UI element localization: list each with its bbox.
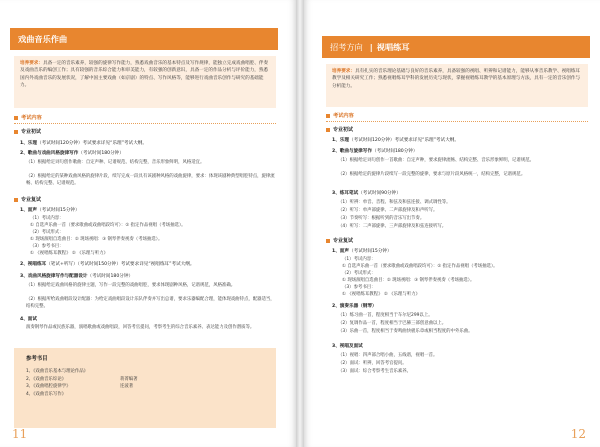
exam-subitem: ① 现场演唱自选曲目：② 现场视唱：③ 钢琴伴奏视奏（考场抽选）。 bbox=[342, 278, 475, 283]
exam-subitem: （1）听辨：单音、音程、和弦及和弦连接、调式调性等。 bbox=[338, 200, 451, 205]
exam-item: 2、演奏乐器（钢琴） bbox=[332, 304, 377, 309]
right-page bbox=[304, 0, 600, 447]
divider bbox=[14, 123, 276, 124]
square-icon bbox=[14, 116, 18, 120]
exam-subitem: ① 自选声乐曲一首（要求歌曲或戏曲唱段均可）：② 指定作品视唱（考场抽选）。 bbox=[30, 223, 186, 228]
reference-row: 3、《戏曲唱腔旋律学》 连波著 bbox=[26, 384, 134, 390]
exam-subitem: （2）考试形式： bbox=[342, 271, 376, 276]
exam-subitem: ① 自选声乐曲一首（要求歌曲或戏曲唱段均可）：② 指定作品视唱（考场抽选）。 bbox=[342, 264, 498, 269]
exam-subitem: （1）考试内容： bbox=[30, 216, 64, 221]
exam-subitem: ① 现场演唱自选曲目：② 现场视唱：③ 钢琴伴奏视奏（考场抽选）。 bbox=[30, 237, 163, 242]
exam-subitem: （2）面试：听辨，回答考官提问。 bbox=[338, 361, 407, 366]
page-number: 12 bbox=[570, 427, 586, 441]
exam-item: 1、面声（考试时间15分钟） bbox=[20, 208, 80, 213]
subsection-heading: 专业复试 bbox=[14, 196, 41, 203]
exam-subitem: （3）参考书目： bbox=[342, 285, 376, 290]
exam-subitem: （3）乐曲一首，程度相当于奏鸣曲快板乐章或相当程度的中外乐曲。 bbox=[338, 329, 473, 334]
square-icon bbox=[326, 128, 330, 132]
exam-subitem: （2）根据给定的旋律片段续写一段完整的旋律，要求与原片段风格统一，结构完整，记谱规范。 bbox=[338, 172, 526, 177]
exam-item: 2、歌曲与旋律写作（考试时间180分钟） bbox=[332, 149, 418, 154]
exam-subitem: （4）听写：二声部旋律、三声部旋律及和弦连接听写。 bbox=[338, 224, 447, 229]
exam-subitem: 演奏钢琴作品或民族乐器，演唱歌曲或戏曲唱段，回答考官提问，考察考生的综合音乐素养、表达能力及创作潜质等。 bbox=[26, 325, 255, 330]
exam-subitem: （2）根据给定的某种戏曲风格的旋律片段，续写完成一段具有该剧种风格的戏曲旋律，要求：体现该剧种典型唱腔特点，旋律流畅、结构完整、记谱规范。 bbox=[26, 174, 275, 186]
exam-item: 2、歌曲与戏曲风格旋律写作（考试时间180分钟） bbox=[20, 151, 124, 156]
exam-subitem: （1）根据给定词句创作一首歌曲：自定声种，要求旋律流畅、结构完整、音乐形象鲜明，记谱规范。 bbox=[338, 158, 534, 163]
exam-subitem: （2）听写：单声部旋律、二声部旋律及和声听写。 bbox=[338, 208, 438, 213]
book-gutter bbox=[296, 0, 304, 447]
section-heading: 考试内容 bbox=[326, 112, 354, 119]
section-heading: 考试内容 bbox=[14, 114, 42, 121]
page-title: 招考方向 | 视唱练耳 bbox=[322, 36, 590, 58]
square-icon bbox=[326, 239, 330, 243]
exam-subitem: （1）根据给定词句创作歌曲：自定声种、记谱规范、结构完整，音乐形象鲜明，风格适宜。 bbox=[26, 160, 205, 165]
exam-subitem: （2）复调作品一首，程度相当于巴赫三部创意曲以上。 bbox=[338, 321, 447, 326]
exam-subitem: （2）考试形式： bbox=[30, 230, 64, 235]
divider bbox=[326, 121, 588, 122]
exam-item: 3、练耳笔试（考试时间90分钟） bbox=[332, 191, 401, 196]
square-icon bbox=[14, 198, 18, 202]
exam-subitem: ① 《视唱练耳教程》 ② 《乐理与听力》 bbox=[342, 292, 420, 297]
intro-label: 培养要求： bbox=[20, 61, 43, 66]
intro-text: 具有扎实的音乐理论基础与良好的音乐素养，具备较强的视唱、听辨和记谱能力，能够从事音乐教学、视唱练耳教学及相关研究工作；熟悉视唱练耳学科的发展历史与现状，掌握视唱练耳教学的基本原理与方法，具有一定的音乐创作与分析能力。 bbox=[332, 69, 581, 89]
exam-item: 4、面试 bbox=[20, 317, 37, 322]
intro-label: 培养要求： bbox=[332, 69, 355, 74]
exam-subitem: （1）根据给定戏曲风格的旋律主题，写作一段完整的戏曲唱腔，要求体现剧种风格，记谱规范，风格准确。 bbox=[26, 283, 236, 288]
page-number: 11 bbox=[12, 427, 28, 441]
square-icon bbox=[326, 114, 330, 118]
exam-item: 1、乐理（考试时间120分钟）考试要求详见“乐理”考试大纲。 bbox=[332, 138, 459, 143]
intro-text: 具备一定的音乐素养，较强的旋律写作能力，熟悉戏曲音乐的基本特点及写作规律，能独立完成戏曲唱腔、伴奏及戏曲音乐的编创工作；具有较强的音乐综合能力和审美能力，有较强的创新意识，具备一定的作品分析与评价能力，熟悉国内外戏曲音乐的发展状况，了解中国主要戏曲（如京剧）的特点、写作风格等，能够进行戏曲音乐创作与研究的基础能力。 bbox=[20, 61, 269, 89]
exam-subitem: （1）练习曲一首，程度相当于车尔尼299以上。 bbox=[338, 313, 433, 318]
reference-title: 参考书目 bbox=[26, 356, 48, 362]
exam-item: 3、戏曲风格旋律写作与配器设计（考试时间180分钟） bbox=[20, 274, 134, 279]
left-page bbox=[0, 0, 296, 447]
reference-row: 1、《戏曲音乐基本与理论作品》 bbox=[26, 369, 89, 374]
subsection-heading: 专业初试 bbox=[326, 126, 353, 133]
exam-subitem: （3）面试：综合考察考生音乐素养。 bbox=[338, 369, 412, 374]
exam-subitem: （3）参考书目： bbox=[30, 244, 64, 249]
exam-item: 2、视唱练耳（笔试+听写）（考试时间150分钟）考试要求详见“视唱练耳”考试大纲。 bbox=[20, 262, 195, 267]
exam-item: 1、面声（考试时间15分钟） bbox=[332, 249, 392, 254]
reference-row: 4、《戏曲音乐写作》 bbox=[26, 391, 67, 397]
exam-subitem: （1）考试内容： bbox=[342, 257, 376, 262]
reference-box bbox=[14, 348, 276, 428]
exam-subitem: （1）视唱：四声部合唱小曲，五线谱，视唱一首。 bbox=[338, 353, 438, 358]
page-title: 戏曲音乐作曲 bbox=[10, 28, 278, 50]
exam-subitem: （3）节奏听写：根据听到的音乐写出节奏。 bbox=[338, 216, 425, 221]
square-icon bbox=[14, 130, 18, 134]
reference-row: 2、《戏曲音乐综论》 蒋菁编著 bbox=[26, 376, 138, 382]
subsection-heading: 专业初试 bbox=[14, 128, 41, 135]
intro-box bbox=[14, 56, 276, 108]
subsection-heading: 专业复试 bbox=[326, 237, 353, 244]
intro-box bbox=[326, 64, 588, 107]
exam-subitem: （2）根据所给戏曲唱段设计配器：为给定戏曲唱段设计乐队伴奏并写出总谱，要求乐器编配合理，能体现戏曲特点，配器适当，结构完整。 bbox=[26, 297, 275, 309]
exam-item: 1、乐理（考试时间120分钟）考试要求详见“乐理”考试大纲。 bbox=[20, 141, 147, 146]
exam-subitem: ① 《视唱练耳教程》 ② 《乐理与听力》 bbox=[30, 251, 108, 256]
exam-item: 3、视唱及面试 bbox=[332, 344, 363, 349]
